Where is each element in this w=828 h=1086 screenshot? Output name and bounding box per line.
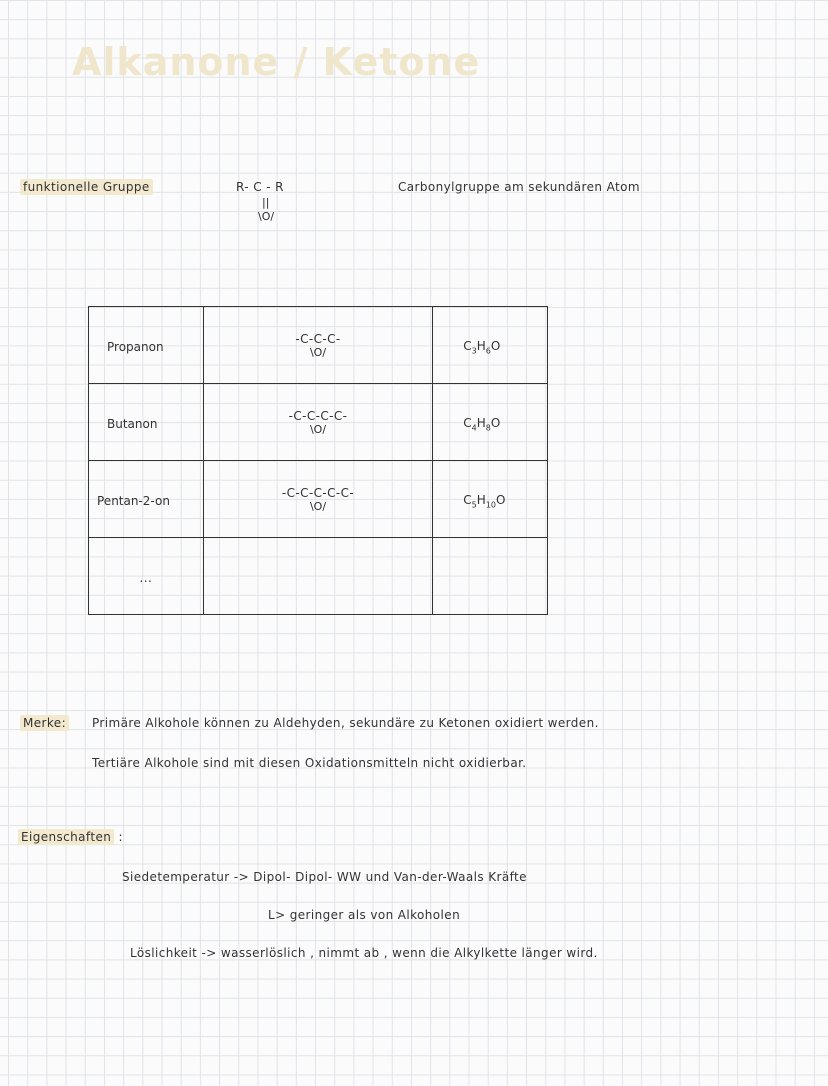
properties-colon: : [118, 830, 123, 844]
merke-label-text: Merke: [20, 715, 69, 731]
structure-oxygen: \O/ [309, 345, 327, 359]
compound-name: Propanon [107, 339, 164, 354]
compound-name: ... [139, 570, 153, 585]
boiling-point-line: Siedetemperatur -> Dipol- Dipol- WW und Van-der-Waals Kräfte [122, 870, 527, 884]
merke-label [20, 716, 69, 730]
table-row [89, 461, 548, 538]
functional-group-formula: R- C - R [236, 180, 284, 194]
merke-line-2: Tertiäre Alkohole sind mit diesen Oxidationsmitteln nicht oxidierbar. [92, 756, 527, 770]
functional-group-description: Carbonylgruppe am sekundären Atom [398, 180, 640, 194]
functional-group-label [20, 180, 153, 194]
boiling-point-subline: L> geringer als von Alkoholen [268, 908, 461, 922]
solubility-line: Löslichkeit -> wasserlöslich , nimmt ab , wenn die Alkylkette länger wird. [130, 946, 598, 960]
sum-formula: $C_3H_6O$ [463, 338, 501, 356]
properties-label-text: Eigenschaften [18, 829, 114, 845]
table-row [89, 307, 548, 384]
table-row [89, 384, 548, 461]
ketone-table [88, 306, 548, 615]
structure-formula: -C-C-C-C- [288, 408, 348, 423]
table-row [89, 538, 548, 615]
properties-label [18, 830, 123, 844]
merke-line-1: Primäre Alkohole können zu Aldehyden, sekundäre zu Ketonen oxidiert werden. [92, 716, 599, 730]
functional-group-double-bond: || [262, 196, 270, 209]
functional-group-oxygen: \O/ [258, 210, 275, 223]
structure-oxygen: \O/ [309, 499, 327, 513]
sum-formula: $C_5H_{10}O$ [463, 492, 506, 510]
functional-group-label-text: funktionelle Gruppe [20, 179, 153, 195]
compound-name: Pentan-2-on [97, 493, 170, 508]
compound-name: Butanon [107, 416, 158, 431]
structure-formula: -C-C-C- [295, 331, 341, 346]
structure-formula: -C-C-C-C-C- [281, 485, 355, 500]
page-title: Alkanone / Ketone [72, 40, 481, 84]
sum-formula: $C_4H_8O$ [463, 415, 501, 433]
structure-oxygen: \O/ [309, 422, 327, 436]
